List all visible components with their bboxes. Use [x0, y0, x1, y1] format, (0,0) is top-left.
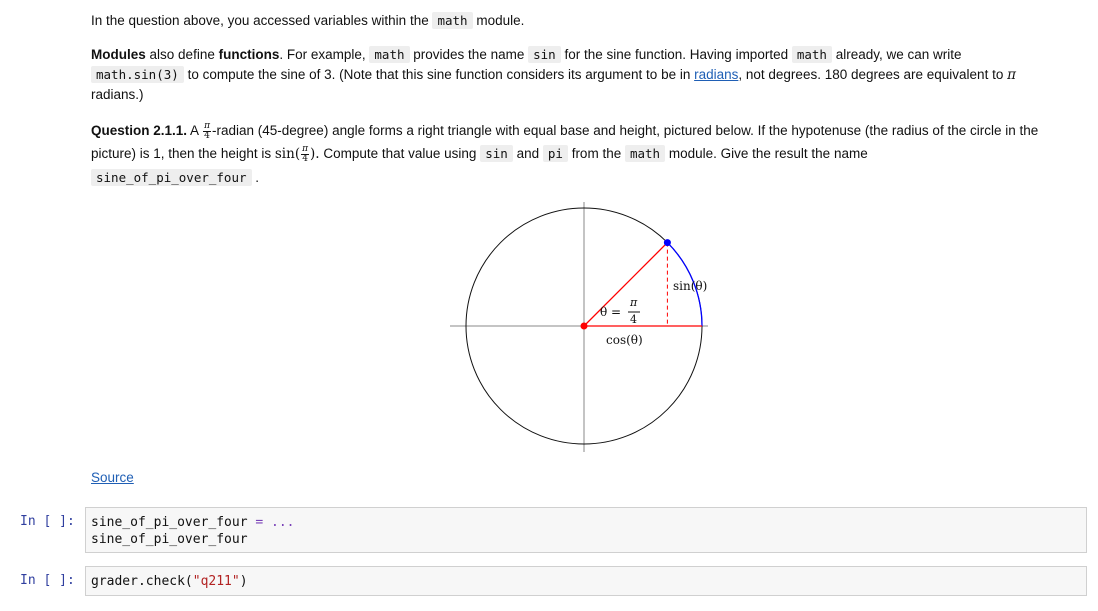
code-cell-2[interactable] — [85, 566, 1087, 596]
modules-paragraph — [91, 45, 1071, 105]
radians-link[interactable]: radians — [694, 67, 739, 82]
text: also define — [149, 47, 215, 62]
inline-code-math-sin: math.sin(3) — [91, 66, 184, 83]
source-row — [91, 468, 1071, 488]
inline-code-math: math — [625, 145, 665, 162]
code-cell-1[interactable] — [85, 507, 1087, 553]
text: , not degrees. 180 degrees are equivalent to — [738, 67, 1004, 82]
code-line — [91, 514, 1081, 531]
origin-point — [581, 323, 588, 330]
theta-label: θ = — [600, 305, 622, 319]
inline-code-math: math — [792, 46, 832, 63]
inline-code-math: math — [369, 46, 409, 63]
text: and — [516, 146, 540, 161]
code-var: sine_of_pi_over_four — [91, 515, 248, 530]
code-op: = — [255, 515, 264, 530]
source-link[interactable]: Source — [91, 470, 134, 485]
inline-code-variable-name: sine_of_pi_over_four — [91, 169, 252, 186]
text: from the — [571, 146, 622, 161]
pi-over-four-fraction — [301, 145, 309, 164]
intro-text: In the question above, you accessed variables within the — [91, 13, 429, 28]
frac-num: π — [204, 120, 210, 131]
text: already, we can write — [835, 47, 962, 62]
sin-expr: sin( — [274, 146, 301, 162]
unit-point — [664, 239, 671, 246]
bold-functions: functions — [218, 47, 280, 62]
code-call: grader.check( — [91, 574, 193, 589]
text: Compute that value using — [323, 146, 477, 161]
code-line: sine_of_pi_over_four — [91, 532, 248, 547]
text: provides the name — [413, 47, 525, 62]
pi-over-four-fraction — [203, 122, 211, 141]
frac-num: π — [302, 143, 309, 154]
question-paragraph — [91, 119, 1071, 189]
question-label: Question 2.1.1. — [91, 123, 188, 138]
inline-code-math: math — [432, 12, 472, 29]
text: radians.) — [91, 87, 144, 102]
cell-prompt: In [ ]: — [20, 514, 75, 529]
cos-label: cos(θ) — [606, 333, 643, 347]
hypotenuse-line — [584, 243, 667, 326]
code-close: ) — [239, 574, 248, 589]
text: module. Give the result the name — [668, 146, 868, 161]
intro-text-end: module. — [476, 13, 525, 28]
cell-prompt: In [ ]: — [20, 573, 75, 588]
unit-circle-figure — [450, 196, 730, 466]
inline-code-pi: pi — [543, 145, 568, 162]
text: to compute the sine of 3. (Note that this sine function considers its argument to be in — [187, 67, 691, 82]
text: . For example, — [279, 47, 366, 62]
theta-frac-den: 4 — [630, 313, 637, 326]
text: . — [255, 170, 260, 185]
code-string: "q211" — [192, 574, 240, 589]
text: -radian (45-degree) angle forms a right triangle with equal base and height, pictured below. If the hypotenuse (the radius of the circle in the picture) is 1, then the height is — [91, 123, 1039, 161]
close-paren: ). — [310, 146, 320, 162]
sin-label: sin(θ) — [673, 279, 708, 293]
pi-symbol: π — [1007, 67, 1016, 83]
intro-paragraph — [91, 11, 1071, 31]
frac-den: 4 — [204, 130, 210, 141]
text: A — [190, 123, 199, 138]
inline-code-sin: sin — [480, 145, 513, 162]
text: for the sine function. Having imported — [564, 47, 789, 62]
inline-code-sin: sin — [528, 46, 561, 63]
frac-den: 4 — [302, 153, 308, 164]
bold-modules: Modules — [91, 47, 146, 62]
theta-frac-num: π — [630, 296, 638, 309]
code-ellipsis: ... — [271, 515, 295, 530]
